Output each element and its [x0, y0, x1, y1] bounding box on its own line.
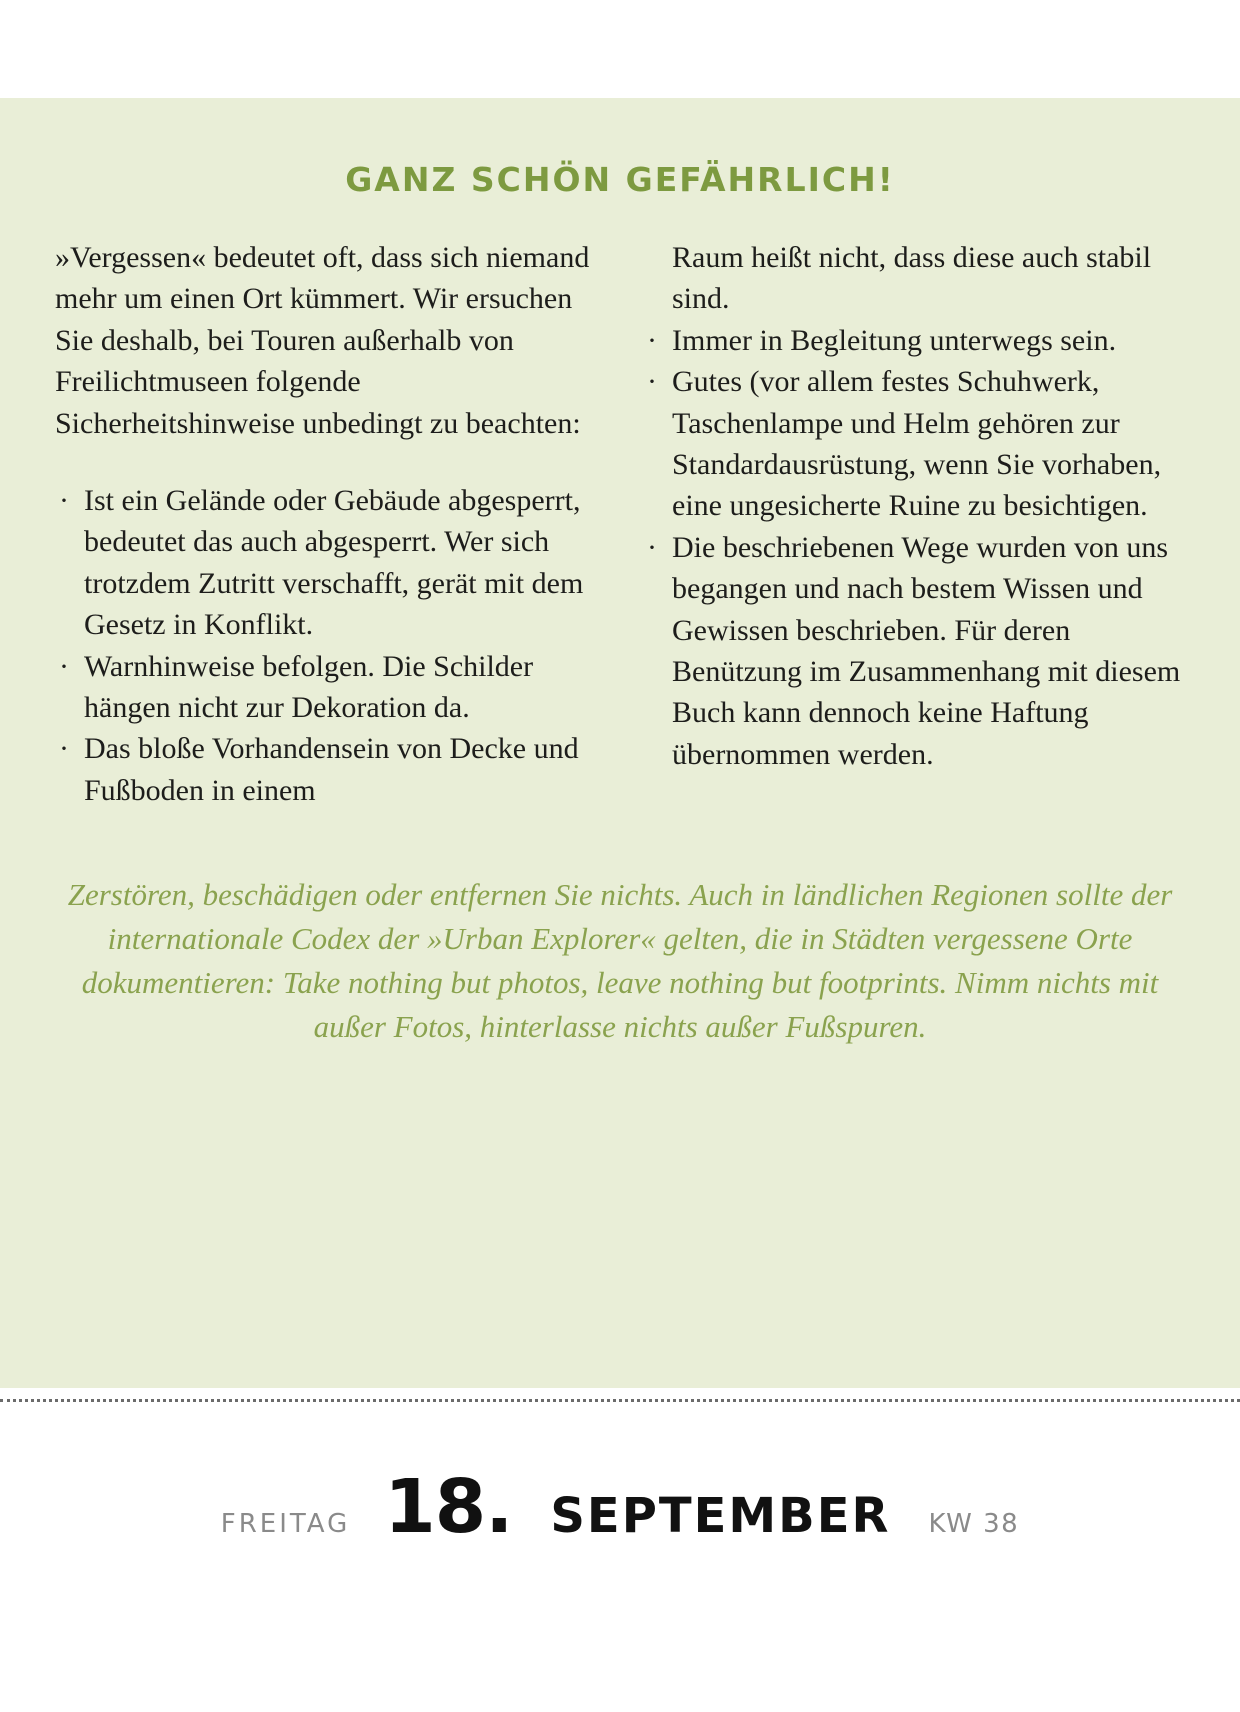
safety-rules-list-left — [55, 480, 595, 811]
list-item-text: Gutes (vor allem festes Schuhwerk, Taschenlampe und Helm gehören zur Standardausrüstung, wenn Sie vorhaben, eine ungesicherte Ruine zu besichtigen. — [672, 365, 1162, 523]
list-item-text: Ist ein Gelände oder Gebäude abgesperrt, bedeutet das auch abgesperrt. Wer sich trotzdem Zutritt verschafft, gerät mit dem Gesetz in Konflikt. — [84, 483, 584, 642]
date-footer — [0, 1464, 1240, 1550]
bullet-icon: · — [59, 732, 69, 766]
page-title: GANZ SCHÖN GEFÄHRLICH! — [345, 160, 895, 199]
dotted-divider — [0, 1399, 1240, 1402]
bullet-icon: · — [647, 323, 657, 357]
list-item-text: Die beschriebenen Wege wurden von uns begangen und nach bestem Wissen und Gewissen beschrieben. Für deren Benützung im Zusammenhang mit diesem Buch kann dennoch keine Haftung übernommen werden. — [672, 530, 1181, 771]
content-panel — [0, 98, 1240, 1388]
bullet-icon: · — [59, 483, 69, 517]
pull-quote: Zerstören, beschädigen oder entfernen Sie nichts. Auch in ländlichen Regionen sollte der internationale Codex der »Urban Explorer« gelten, die in Städten vergessene Orte dokumentieren: Take nothing but photos, leave nothing but footprints. Nimm nichts mit außer Fotos, hinterlasse nichts außer Fußspuren. — [67, 877, 1173, 1045]
list-item-text: Warnhinweise befolgen. Die Schilder hängen nicht zur Dekoration da. — [84, 649, 534, 724]
list-item — [55, 728, 595, 811]
panel-inner — [55, 98, 1185, 1049]
day-number: 18. — [384, 1464, 513, 1550]
bullet-icon: · — [647, 365, 657, 399]
list-item — [643, 527, 1183, 775]
bullet-icon: · — [59, 649, 69, 683]
list-item-text: Das bloße Vorhandensein von Decke und Fußboden in einem — [84, 732, 579, 807]
list-item — [643, 320, 1183, 361]
list-item — [643, 361, 1183, 527]
calendar-week-label: KW 38 — [928, 1509, 1020, 1539]
intro-paragraph: »Vergessen« bedeutet oft, dass sich niemand mehr um einen Ort kümmert. Wir ersuchen Sie deshalb, bei Touren außerhalb von Freilichtmuseen folgende Sicherheitshinweise unbedingt zu beachten: — [55, 241, 590, 440]
list-item-text: Immer in Begleitung unterwegs sein. — [672, 323, 1117, 357]
left-column — [55, 237, 595, 811]
two-column-body — [55, 237, 1185, 811]
list-item — [55, 646, 595, 729]
list-item — [55, 480, 595, 646]
safety-rules-list-right — [643, 320, 1183, 775]
weekday-label: FREITAG — [220, 1509, 351, 1539]
right-column — [643, 237, 1183, 811]
bullet-icon: · — [647, 530, 657, 564]
month-label: SEPTEMBER — [550, 1488, 891, 1544]
continued-text: Raum heißt nicht, dass diese auch stabil sind. — [672, 241, 1152, 316]
